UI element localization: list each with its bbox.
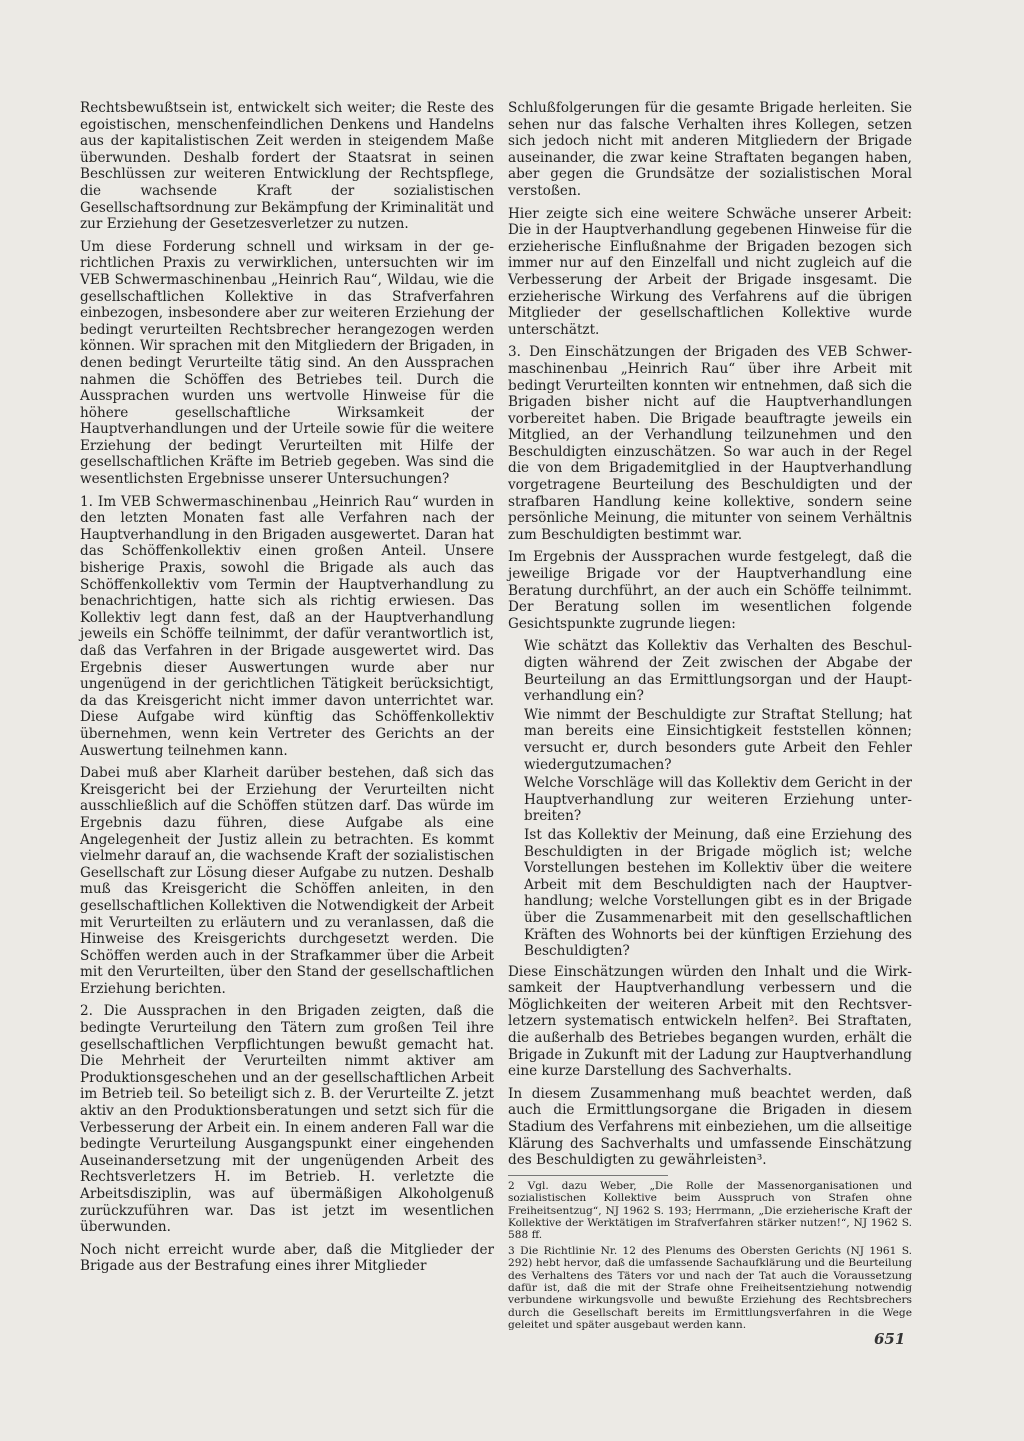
page-number: 651 — [874, 1330, 906, 1348]
paragraph: Hier zeigte sich eine weitere Schwäche unserer Arbeit: Die in der Hauptverhandlung gegebenen Hinweise für die erzieherische Einflußnahme der Brigaden bezogen sich immer nur auf den Einzelfall und nicht zugleich auf die Verbesserung der Arbeit der Brigade insgesamt. Die erzieherische Wirkung des Verfahrens auf die übrigen Mitglieder der gesellschaftlichen Kollektive wurde unterschätzt. — [508, 205, 912, 338]
left-text-column — [80, 100, 494, 1281]
paragraph: Um diese Forderung schnell und wirksam in der gerichtlichen Praxis zu verwirklichen, untersuchten wir im VEB Schwermaschinenbau „Heinrich Rau“, Wildau, wie die gesellschaftlichen Kollektive in das Strafverfahren einbezogen, insbesondere aber zur weiteren Erziehung der bedingt verurteilten Rechtsbrecher herangezogen werden können. Wir sprachen mit den Mitgliedern der Brigaden, in denen bedingt Verurteilte tätig sind. An den Aussprachen nahmen die Schöffen des Betriebes teil. Durch die Aussprachen wurden uns wertvolle Hinweise für die höhere gesellschaftliche Wirksamkeit der Hauptverhandlungen und der Urteile sowie für die weitere Erziehung der bedingt Verurteilten mit Hilfe der gesellschaftlichen Kräfte im Betrieb gegeben. Was sind die wesentlichsten Ergebnisse unserer Untersuchungen? — [80, 238, 494, 488]
list-item: Ist das Kollektiv der Meinung, daß eine Erziehung des Beschuldigten in der Brigade möglich ist; welche Vorstellungen bestehen im Kollektiv über die weitere Arbeit mit dem Beschuldigten nach der Hauptverhandlung; welche Vorstellungen gibt es in der Brigade über die Zusammenarbeit mit den gesellschaftlichen Kräften des Wohnorts bei der künftigen Erziehung des Beschuldigten? — [524, 826, 912, 960]
paragraph: 1. Im VEB Schwermaschinenbau „Heinrich Rau“ wurden in den letzten Monaten fast alle Verfahren nach der Hauptverhandlung in den Brigaden ausgewertet. Daran hat das Schöffenkollektiv einen großen Anteil. Unsere bisherige Praxis, sowohl die Brigade als auch das Schöffenkollektiv vom Termin der Hauptverhandlung zu benachrichtigen, hatte sich als richtig erwiesen. Das Kollektiv legt dann fest, daß an der Hauptverhandlung jeweils ein Schöffe teilnimmt, der dafür verantwortlich ist, daß das Verfahren in der Brigade ausgewertet wird. Das Ergebnis dieser Auswertungen wurde aber nur ungenügend in der gerichtlichen Tätigkeit berücksichtigt, da das Kreisgericht nicht immer davon unterrichtet war. Diese Aufgabe wird künftig das Schöffenkollektiv übernehmen, wenn kein Vertreter des Gerichts an der Auswertung teilnehmen kann. — [80, 493, 494, 759]
paragraph: Im Ergebnis der Aussprachen wurde festgelegt, daß die jeweilige Brigade vor der Hauptverhandlung eine Beratung durchführt, an der auch ein Schöffe teilnimmt. Der Beratung sollen im wesentlichen folgende Gesichtspunkte zugrunde liegen: — [508, 549, 912, 632]
list-item: Wie schätzt das Kollektiv das Verhalten des Beschuldigten während der Zeit zwischen der Abgabe der Beurteilung an das Ermittlungsorgan und der Hauptverhandlung ein? — [524, 638, 912, 705]
paragraph: Schlußfolgerungen für die gesamte Brigade herleiten. Sie sehen nur das falsche Verhalten ihres Kollegen, setzen sich jedoch nicht mit anderen Mitgliedern der Brigade auseinander, die zwar keine Straftaten begangen haben, aber gegen die Grundsätze der sozialistischen Moral verstoßen. — [508, 100, 912, 199]
footnote-divider — [508, 1175, 668, 1176]
footnote: 2 Vgl. dazu Weber, „Die Rolle der Massenorganisationen und sozialistischen Kollektive beim Ausspruch von Strafen ohne Freiheitsentzug“, NJ 1962 S. 193; Herrmann, „Die erzieherische Kraft der Kollektive der Werktätigen im Strafverfahren stärker nutzen!“, NJ 1962 S. 588 ff. — [508, 1179, 912, 1242]
paragraph: In diesem Zusammenhang muß beachtet werden, daß auch die Ermittlungsorgane die Brigaden in diesem Stadium des Verfahrens mit einbeziehen, um die allseitige Klärung des Sachverhalts und umfassende Einschätzung des Beschuldigten zu gewährleisten³. — [508, 1085, 912, 1169]
right-text-column — [508, 100, 912, 1335]
footnotes — [508, 1175, 912, 1332]
list-item: Welche Vorschläge will das Kollektiv dem Gericht in der Hauptverhandlung zur weiteren Erziehung unterbreiten? — [524, 775, 912, 825]
paragraph: 2. Die Aussprachen in den Brigaden zeigten, daß die bedingte Verurteilung den Tätern zum großen Teil ihre gesellschaftlichen Verpflichtungen bewußt gemacht hat. Die Mehrheit der Verurteilten nimmt aktiver am Produktionsgeschehen und an der gesellschaftlichen Arbeit im Betrieb teil. So beteiligt sich z. B. der Verurteilte Z. jetzt aktiv an den Produktionsberatungen und setzt sich für die Verbesserung der Arbeit ein. In einem anderen Fall war die bedingte Verurteilung Ausgangspunkt einer eingehenden Auseinandersetzung mit der ungenügenden Arbeit des Rechtsverletzers H. im Betrieb. H. verletzte die Arbeitsdisziplin, was auf übermäßigen Alkoholgenuß zurückzuführen war. Das ist jetzt im wesentlichen überwunden. — [80, 1003, 494, 1236]
paragraph: Rechtsbewußtsein ist, entwickelt sich weiter; die Reste des egoistischen, menschenfeindlichen Denkens und Handelns aus der kapitalistischen Zeit werden in steigendem Maße überwunden. Deshalb fordert der Staatsrat in seinen Beschlüssen zur weiteren Entwicklung der Rechtspflege, die wachsende Kraft der sozialistischen Gesellschaftsordnung zur Bekämpfung der Kriminalität und zur Erziehung der Gesetzesverletzer zu nutzen. — [80, 100, 494, 233]
paragraph: Noch nicht erreicht wurde aber, daß die Mitglieder der Brigade aus der Bestrafung eines ihrer Mitglieder — [80, 1241, 494, 1275]
paragraph: Diese Einschätzungen würden den Inhalt und die Wirksamkeit der Hauptverhandlung verbessern und die Möglichkeiten der weiteren Arbeit mit den Rechtsverletzern systematisch entwickeln helfen². Bei Straftaten, die außerhalb des Betriebes begangen wurden, erhält die Brigade in Zukunft mit der Ladung zur Hauptverhandlung eine kurze Darstellung des Sachverhalts. — [508, 963, 912, 1080]
paragraph: 3. Den Einschätzungen der Brigaden des VEB Schwermaschinenbau „Heinrich Rau“ über ihre Arbeit mit bedingt Verurteilten konnten wir entnehmen, daß sich die Brigaden bisher nicht auf die Hauptverhandlungen vorbereitet haben. Die Brigade beauftragte jeweils ein Mitglied, an der Verhandlung teilzunehmen und den Beschuldigten einzuschätzen. So war auch in der Regel die von dem Brigademitglied in der Hauptverhandlung vorgetragene Beurteilung des Beschuldigten und der strafbaren Handlung keine kollektive, sondern seine persönliche Meinung, die mitunter von seinem Verhältnis zum Beschuldigten bestimmt war. — [508, 344, 912, 543]
footnote: 3 Die Richtlinie Nr. 12 des Plenums des Obersten Gerichts (NJ 1961 S. 292) hebt hervor, daß die umfassende Sachaufklärung und die Beurteilung des Verhaltens des Täters vor und nach der Tat auch die Voraussetzung dafür ist, daß die mit der Strafe ohne Freiheitsentziehung notwendig verbundene wirkungsvolle und bewußte Erziehung des Rechtsbrechers durch die Gesellschaft bereits im Ermittlungsverfahren in die Wege geleitet und später ausgebaut werden kann. — [508, 1244, 912, 1332]
paragraph: Dabei muß aber Klarheit darüber bestehen, daß sich das Kreisgericht bei der Erziehung der Verurteilten nicht ausschließlich auf die Schöffen stützen darf. Das würde im Ergebnis dazu führen, diese Aufgabe als eine Angelegenheit der Justiz allein zu betrachten. Es kommt vielmehr darauf an, die wachsende Kraft der sozialistischen Gesellschaft zur Lösung dieser Aufgabe zu nutzen. Deshalb muß das Kreisgericht die Schöffen anleiten, in den gesellschaftlichen Kollektiven die Notwendigkeit der Arbeit mit Verurteilten zu erläutern und zu veranlassen, daß die Hinweise des Kreisgerichts durchgesetzt werden. Die Schöffen werden auch in der Strafkammer über die Arbeit mit den Verurteilten, über den Stand der gesellschaftlichen Erziehung berichten. — [80, 765, 494, 997]
list-item: Wie nimmt der Beschuldigte zur Straftat Stellung; hat man bereits eine Einsichtigkeit feststellen können; versucht er, durch besonders gute Arbeit den Fehler wiedergutzumachen? — [524, 706, 912, 773]
